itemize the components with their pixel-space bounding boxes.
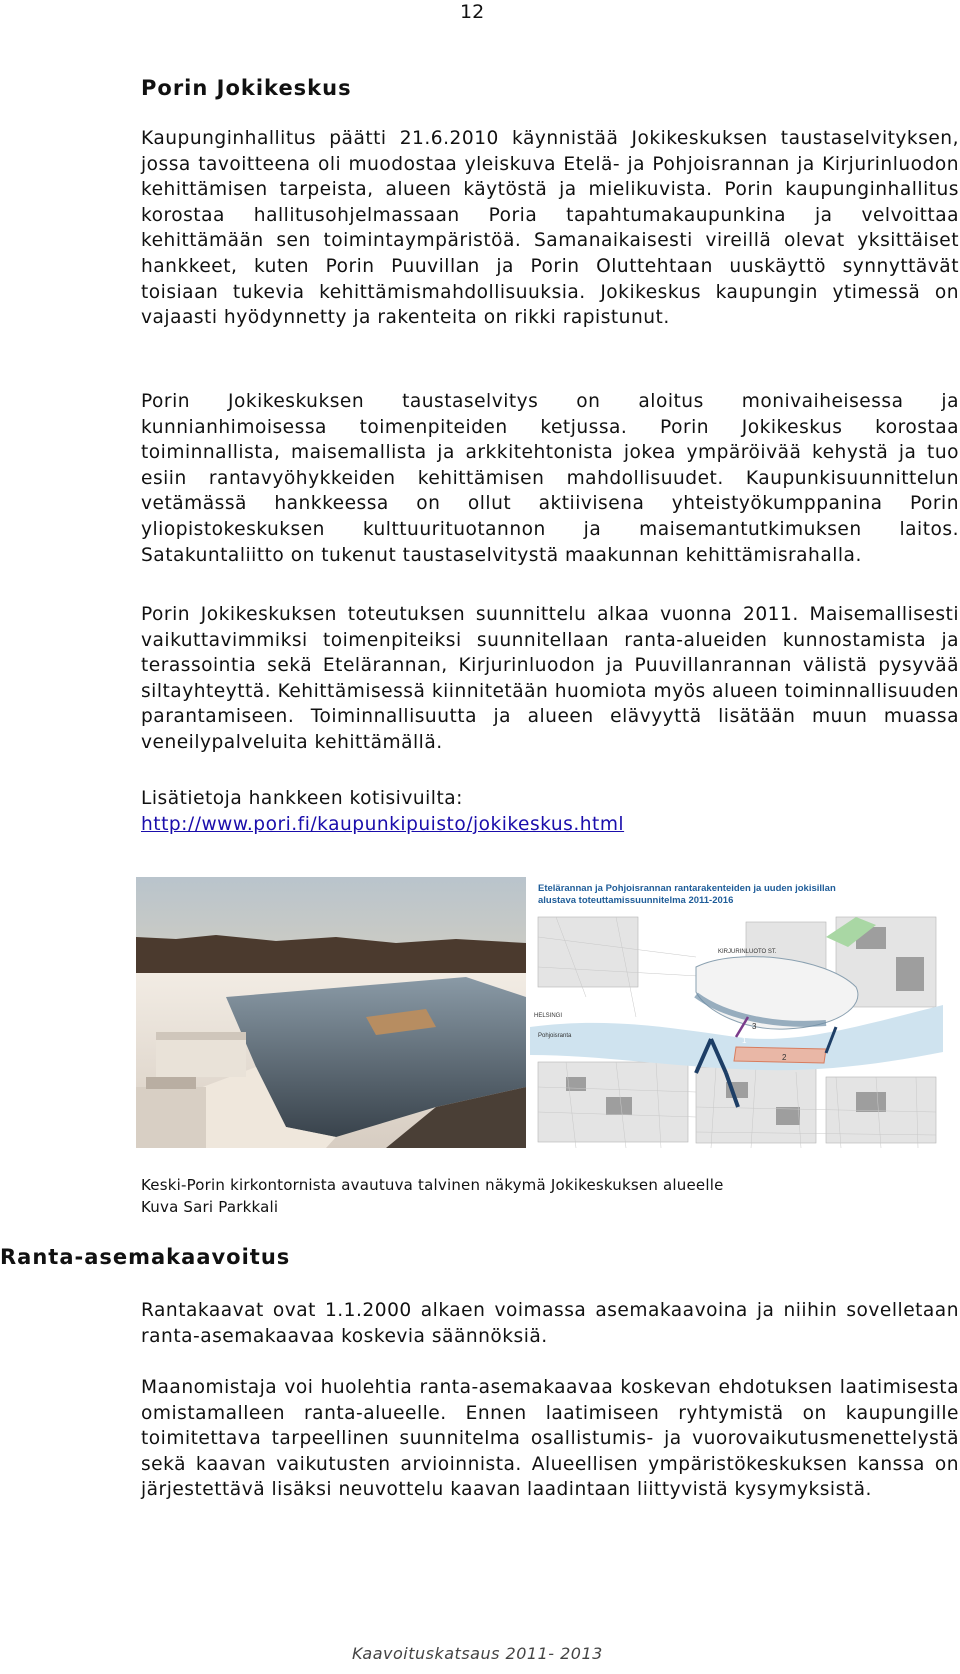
winter-river-photo <box>136 877 943 1148</box>
map-number: 2 <box>782 1053 787 1062</box>
page-number: 12 <box>460 1 485 23</box>
paragraph: Rantakaavat ovat 1.1.2000 alkaen voimassa asemakaavoina ja niihin sovelletaan ranta-asemakaavaa koskevia säännöksiä. <box>141 1300 959 1347</box>
map-number: 3 <box>752 1022 757 1031</box>
paragraph: Porin Jokikeskuksen taustaselvitys on aloitus monivaiheisessa ja kunnianhimoisessa toimenpiteiden ketjussa. Porin Jokikeskus korostaa toiminnallista, maisemallista ja arkkitehtonista jokea ympäröivää kehystä ja tuo esiin rantavyöhykkeiden kehittämisen mahdollisuudet. Kaupunkisuunnittelun vetämässä hankkeessa on ollut aktiivisena yhteistyökumppanina Porin yliopistokeskuksen kulttuurituotannon ja maisemantutkimuksen laitos. Satakuntaliitto on tukenut taustaselvitystä maakunnan kehittämisrahalla. <box>141 391 959 566</box>
map-label: HELSINGI <box>534 1013 563 1019</box>
section-title-jokikeskus: Porin Jokikeskus <box>141 76 352 100</box>
paragraph: Kaupunginhallitus päätti 21.6.2010 käynnistää Jokikeskuksen taustaselvityksen, jossa tavoitteena oli muodostaa yleiskuva Etelä- ja Pohjoisrannan ja Kirjurinluodon kehittämisen tarpeista, alueen käytöstä ja mielikuvista. Porin kaupunginhallitus korostaa hallitusohjelmassaan Poria tapahtumakaupunkina ja velvoittaa kehittämään sen toimintaympäristöä. Samanaikaisesti vireillä olevat yksittäiset hankkeet, kuten Porin Puuvillan ja Porin Oluttehtaan uuskäyttö synnyttävät toisiaan tukevia kehittämismahdollisuuksia. Jokikeskus kaupungin ytimessä on vajaasti hyödynnetty ja rakenteita on rikki rapistunut. <box>141 128 959 329</box>
figure-images <box>136 877 943 1148</box>
map-title-line2: alustava toteuttamissuunnitelma 2011-2016 <box>538 895 734 906</box>
section-title-ranta-asemakaavoitus: Ranta-asemakaavoitus <box>0 1245 291 1269</box>
figure-caption: Keski-Porin kirkontornista avautuva talvinen näkymä Jokikeskuksen alueelle <box>141 1176 724 1194</box>
paragraph: Porin Jokikeskuksen toteutuksen suunnittelu alkaa vuonna 2011. Maisemallisesti vaikuttavimmiksi toimenpiteiksi suunnitellaan ranta-alueiden kunnostamista ja terassointia sekä Etelärannan, Kirjurinluodon ja Puuvillanrannan välistä pysyvää siltayhteyttä. Kehittämisessä kiinnitetään huomiota myös alueen toiminnallisuuden parantamiseen. Toiminnallisuutta ja alueen elävyyttä lisätään muun muassa veneilypalveluita kehittämällä. <box>141 604 959 753</box>
link-text[interactable]: http://www.pori.fi/kaupunkipuisto/jokikeskus.html <box>141 814 625 835</box>
paragraph: Maanomistaja voi huolehtia ranta-asemakaavaa koskevan ehdotuksen laatimisesta omistamalleen ranta-alueelle. Ennen laatimiseen ryhtymistä on kaupungille toimitettava tarpeellinen suunnitelma osallistumis- ja vuorovaikutusmenettelystä sekä kaavan vaikutusten arvioinnista. Alueellisen ympäristökeskuksen kanssa on järjestettävä lisäksi neuvottelu kaavan laadintaan liittyvistä kysymyksistä. <box>141 1377 959 1501</box>
map-title-line1: Etelärannan ja Pohjoisrannan rantarakenteiden ja uuden jokisillan <box>538 883 836 894</box>
page-footer: Kaavoituskatsaus 2011- 2013 <box>352 1644 603 1663</box>
more-info-label: Lisätietoja hankkeen kotisivuilta: <box>141 788 463 809</box>
project-homepage-link[interactable] <box>141 812 624 838</box>
photo-credit: Kuva Sari Parkkali <box>141 1198 279 1216</box>
map-label: Pohjoisranta <box>538 1033 572 1039</box>
map-label: KIRJURINLUOTO ST. <box>718 949 777 955</box>
map-number: 1 <box>742 1036 747 1045</box>
